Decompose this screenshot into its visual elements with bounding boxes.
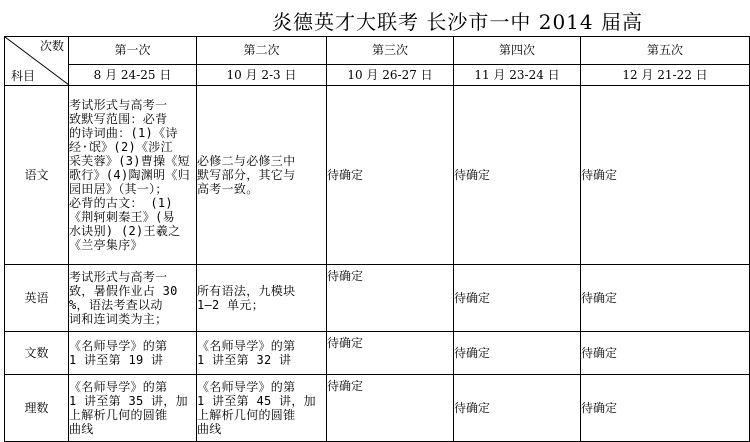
subject-cell: 文数 (5, 332, 69, 375)
content-line: 默写部分，其它与 (197, 168, 296, 182)
content-line: 《兰亭集序》 (69, 238, 143, 252)
table-row (5, 86, 750, 265)
round-header-2: 第二次 (197, 37, 327, 65)
content-line: 高考一致。 (197, 182, 259, 196)
content-line: 《名师导学》的第 (69, 380, 168, 394)
header-corner-cell (5, 37, 69, 86)
content-line: 《名师导学》的第 (69, 339, 168, 353)
tbd-cell: 待确定 (581, 375, 750, 442)
content-line: 词和连词类为主； (69, 312, 168, 326)
date-header-1: 8 月 24-25 日 (69, 64, 197, 85)
corner-label-rounds: 次数 (39, 39, 64, 53)
tbd-cell: 待确定 (454, 265, 581, 332)
date-header-3: 10 月 26-27 日 (327, 64, 454, 85)
content-line: 上解析几何的圆锥 (69, 408, 168, 422)
tbd-cell: 待确定 (581, 332, 750, 375)
round-header-1: 第一次 (69, 37, 197, 65)
content-cell (197, 375, 327, 442)
content-line: 必背的古文： (1) (69, 196, 173, 210)
date-header-5: 12 月 21-22 日 (581, 64, 750, 85)
content-cell (69, 86, 197, 265)
header-row-rounds (5, 37, 750, 65)
subject-cell: 语文 (5, 86, 69, 265)
content-line: 1 讲至第 35 讲，加 (69, 394, 188, 408)
content-cell (69, 265, 197, 332)
content-line: 曲线 (197, 422, 222, 436)
content-line: 致，暑假作业占 30 (69, 284, 178, 298)
content-line: 考试形式与高考一 (69, 270, 168, 284)
content-line: 1 讲至第 19 讲 (69, 353, 164, 367)
corner-label-subject: 科目 (11, 69, 36, 83)
tbd-cell: 待确定 (327, 375, 454, 442)
tbd-cell: 待确定 (454, 332, 581, 375)
content-line: %，语法考查以动 (69, 298, 163, 312)
content-line: 1 讲至第 45 讲，加 (197, 394, 316, 408)
header-row-dates (5, 64, 750, 85)
page-title: 炎德英才大联考 长沙市一中 2014 届高 (272, 10, 643, 34)
exam-schedule-table (4, 36, 750, 442)
content-line: 《名师导学》的第 (197, 380, 296, 394)
tbd-cell: 待确定 (327, 86, 454, 265)
content-line: 考试形式与高考一 (69, 98, 168, 112)
tbd-cell: 待确定 (454, 375, 581, 442)
date-header-2: 10 月 2-3 日 (197, 64, 327, 85)
content-cell (197, 265, 327, 332)
content-line: 上解析几何的圆锥 (197, 408, 296, 422)
subject-cell: 理数 (5, 375, 69, 442)
tbd-cell: 待确定 (327, 265, 454, 332)
round-header-5: 第五次 (581, 37, 750, 65)
content-line: 1 讲至第 32 讲 (197, 353, 292, 367)
content-line: 《荆轲刺秦王》(易 (69, 210, 175, 224)
tbd-cell: 待确定 (581, 86, 750, 265)
round-header-3: 第三次 (327, 37, 454, 65)
content-cell (197, 332, 327, 375)
content-cell (197, 86, 327, 265)
content-line: 致默写范围：必背 (69, 112, 168, 126)
content-line: 《名师导学》的第 (197, 339, 296, 353)
subject-cell: 英语 (5, 265, 69, 332)
table-row (5, 332, 750, 375)
content-line: 园田居》（其一）； (69, 182, 168, 196)
content-line: 1—2 单元； (197, 298, 264, 312)
content-line: 歌行》(4)陶渊明《归 (69, 168, 190, 182)
tbd-cell: 待确定 (581, 265, 750, 332)
content-cell (69, 375, 197, 442)
content-line: 必修二与必修三中 (197, 154, 296, 168)
content-cell (69, 332, 197, 375)
content-line: 采芙蓉》(3)曹操《短 (69, 154, 190, 168)
table-row (5, 265, 750, 332)
content-line: 经·氓》(2)《涉江 (69, 140, 173, 154)
tbd-cell: 待确定 (454, 86, 581, 265)
round-header-4: 第四次 (454, 37, 581, 65)
table-row (5, 375, 750, 442)
tbd-cell: 待确定 (327, 332, 454, 375)
content-line: 的诗词曲：(1)《诗 (69, 126, 178, 140)
content-line: 所有语法，九模块 (197, 284, 296, 298)
content-line: 水诀别) (2)王羲之 (69, 224, 181, 238)
date-header-4: 11 月 23-24 日 (454, 64, 581, 85)
content-line: 曲线 (69, 422, 94, 436)
